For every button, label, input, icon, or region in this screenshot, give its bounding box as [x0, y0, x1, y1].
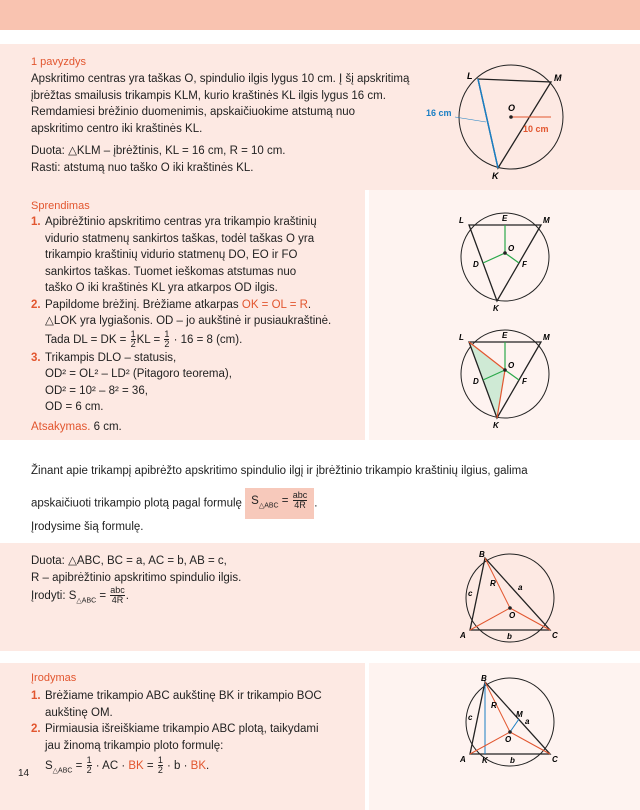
theorem-given-1: Duota: △ABC, BC = a, AC = b, AB = c,: [31, 555, 227, 567]
solution-step-2-line-3: [31, 330, 366, 350]
proof-step-1-text-1: Brėžiame trikampio ABC aukštinę BK ir trikampio BOC: [45, 690, 322, 702]
page-number: 14: [18, 768, 30, 779]
fig5-label-M: M: [516, 710, 523, 719]
formula-sub: △ABC: [258, 501, 279, 509]
proof-frac-num-2: 1: [157, 755, 163, 766]
step-2-c-pre: Tada DL = DK =: [45, 333, 130, 346]
fig5-label-R: R: [491, 701, 497, 710]
solution-step-3-line-1: [31, 350, 366, 367]
figure-3-isosceles-lok: [455, 322, 555, 432]
intro-line-1: Žinant apie trikampį apibrėžto apskritimo spindulio ilgį ir įbrėžtinio trikampio kraštinių ilgius, galima: [31, 465, 528, 477]
example-line-4: apskritimo centro iki kraštinės KL.: [31, 122, 203, 135]
figure-4-triangle-abc: [455, 548, 565, 648]
fig1-label-r: 10 cm: [523, 124, 549, 134]
proof-text: [31, 688, 366, 783]
prove-den: 4R: [111, 595, 124, 606]
fig3-label-D: D: [473, 377, 479, 386]
intro-line-2-text: apskaičiuoti trikampio plotą pagal formulę: [31, 497, 242, 510]
frac-den-2: 2: [164, 338, 170, 349]
proof-formula-ac: · AC ·: [92, 760, 129, 772]
example-line-3: Remdamiesi brėžinio duomenimis, apskaičiuokime atstumą nuo: [31, 106, 356, 118]
example-text: [31, 71, 421, 176]
fraction-one-half-2: [164, 330, 169, 349]
step-1-text-1: Apibrėžtinio apskritimo centras yra trikampio kraštinių: [45, 216, 317, 228]
theorem-prove: Įrodyti: $S_{\triangle ABC}$ = $\frac{\text{abc}}{4R}$ .: [31, 585, 129, 606]
fig4-label-R: R: [490, 579, 496, 588]
frac-den: 2: [130, 338, 136, 349]
fig4-label-C: C: [552, 631, 558, 640]
fig5-label-C: C: [552, 755, 558, 764]
fig3-label-M: M: [543, 333, 550, 342]
example-find: Rasti: atstumą nuo taško O iki kraštinės KL.: [31, 161, 254, 174]
formula-fraction: [293, 491, 308, 510]
frac-num-2: 1: [164, 328, 170, 339]
fig5-label-B: B: [481, 674, 487, 683]
fig4-label-O: O: [509, 611, 516, 620]
proof-frac-den-1: 2: [86, 765, 92, 776]
solution-answer: [31, 419, 366, 436]
step-2-text-a-end: .: [307, 298, 312, 311]
fig2-label-D: D: [473, 260, 479, 269]
formula-num: abc: [292, 489, 308, 500]
prove-text: Įrodyti: S: [31, 590, 77, 602]
proof-frac-num-1: 1: [86, 755, 92, 766]
answer-label: Atsakymas.: [31, 420, 91, 433]
proof-step-2-text-1: Pirmiausia išreiškiame trikampio ABC plotą, taikydami: [45, 723, 319, 735]
fig1-label-L: L: [467, 71, 473, 81]
formula-den: 4R: [294, 499, 306, 510]
solution-step-3-line-2: OD² = OL² – LD² (Pitagoro teorema),: [45, 368, 232, 380]
solution-step-1-line-2: vidurio statmenų sankirtos taškas, todėl taškas O yra: [45, 232, 315, 245]
proof-step-1-num: 1.: [31, 690, 41, 702]
theorem-text: [31, 553, 411, 611]
proof-step-1-line-2: aukštinę OM.: [45, 706, 113, 719]
solution-text: [31, 214, 366, 435]
proof-formula-b: · b ·: [163, 760, 191, 772]
proof-formula-eq1: =: [72, 760, 86, 772]
fig4-label-b: b: [507, 632, 512, 641]
proof-fraction-2: [158, 756, 163, 775]
proof-frac-den-2: 2: [157, 765, 163, 776]
fig4-label-a: a: [518, 583, 523, 592]
fig3-label-F: F: [522, 377, 527, 386]
fig1-label-O: O: [508, 103, 516, 113]
proof-label: Įrodymas: [31, 672, 77, 684]
fig1-label-M: M: [554, 73, 562, 83]
proof-formula: [31, 754, 366, 783]
figure-2-perpendicular-bisectors: [455, 205, 555, 315]
formula-s: S: [251, 494, 259, 507]
example-label: 1 pavyzdys: [31, 56, 87, 68]
proof-step-1-line-1: [31, 688, 366, 705]
fig2-label-F: F: [522, 260, 527, 269]
proof-formula-bk-2: BK: [190, 760, 207, 772]
example-given: Duota: △KLM – įbrėžtinis, KL = 16 cm, R = 10 cm.: [31, 145, 286, 157]
solution-step-3-line-4: OD = 6 cm.: [45, 401, 104, 413]
fig2-label-K: K: [493, 304, 499, 313]
prove-num: abc: [110, 585, 125, 596]
fig4-label-B: B: [479, 550, 485, 559]
figure-5-altitudes: [455, 672, 565, 772]
step-3-num: 3.: [31, 351, 41, 364]
proof-formula-bk-1: BK: [128, 760, 144, 772]
fig5-label-b: b: [510, 756, 515, 765]
frac-num: 1: [130, 328, 136, 339]
figure-1-circle-klm: [420, 62, 570, 182]
solution-step-1-line-1: [31, 214, 366, 231]
step-2-c-mid: KL =: [136, 333, 164, 346]
fig5-label-a: a: [525, 717, 530, 726]
fig3-label-L: L: [459, 333, 464, 342]
proof-formula-eq2: =: [143, 760, 157, 772]
step-2-highlight: OK = OL = R: [241, 298, 308, 311]
fig3-label-O: O: [508, 361, 515, 370]
fig5-label-K: K: [482, 756, 488, 765]
fig1-label-K: K: [492, 171, 499, 181]
proof-step-2-line-2: jau žinomą trikampio ploto formulę:: [45, 739, 224, 752]
prove-fraction: [110, 586, 125, 605]
fig3-label-E: E: [502, 331, 508, 340]
proof-formula-s: S: [45, 760, 53, 772]
intro-text: [31, 463, 611, 535]
step-2-c-end: · 16 = 8 (cm).: [170, 333, 243, 346]
intro-line-3: Įrodysime šią formulę.: [31, 520, 144, 533]
area-formula-box: $S_{\triangle ABC}$ = $\frac{\text{abc}}{4R}$: [245, 488, 314, 519]
fig5-label-c: c: [468, 713, 473, 722]
step-2-num: 2.: [31, 298, 41, 311]
solution-step-2-line-2: △LOK yra lygiašonis. OD – jo aukštinė ir pusiaukraštinė.: [45, 315, 332, 327]
fig4-label-c: c: [468, 589, 473, 598]
fig3-label-K: K: [493, 421, 499, 430]
solution-step-2-line-1: [31, 297, 366, 314]
example-line-2: įbrėžtas smailusis trikampis KLM, kurio kraštinės KL ilgis lygus 16 cm.: [31, 89, 386, 102]
fig4-label-A: A: [460, 631, 466, 640]
proof-fraction-1: [87, 756, 92, 775]
solution-step-1-line-4: sankirtos taškas. Tuomet ieškomas atstumas nuo: [45, 265, 297, 278]
fig1-label-kl: 16 cm: [426, 108, 452, 118]
fig5-label-A: A: [460, 755, 466, 764]
fig2-label-O: O: [508, 244, 515, 253]
fig2-label-E: E: [502, 214, 508, 223]
fig2-label-L: L: [459, 216, 464, 225]
fig5-label-O: O: [505, 735, 512, 744]
step-2-text-a: Papildome brėžinį. Brėžiame atkarpas: [45, 298, 242, 311]
top-band: [0, 0, 640, 30]
step-3-text-1: Trikampis DLO – statusis,: [45, 351, 177, 364]
proof-step-2-num: 2.: [31, 723, 41, 735]
solution-step-1-line-5: taško O iki kraštinės KL yra atkarpos OD ilgis.: [45, 282, 278, 294]
theorem-given-2: R – apibrėžtinio apskritimo spindulio ilgis.: [31, 571, 242, 584]
fraction-one-half: [131, 330, 136, 349]
step-1-num: 1.: [31, 216, 41, 228]
solution-step-1-line-3: trikampio kraštinių vidurio statmenų DO, EO ir FO: [45, 249, 298, 261]
prove-sub: △ABC: [76, 597, 97, 605]
solution-step-3-line-3: OD² = 10² – 8² = 36,: [45, 384, 148, 397]
answer-value: 6 cm.: [90, 420, 122, 433]
example-line-1: Apskritimo centras yra taškas O, spindulio ilgis lygus 10 cm. Į šį apskritimą: [31, 73, 410, 85]
fig2-label-M: M: [543, 216, 550, 225]
proof-formula-sub: △ABC: [52, 767, 73, 775]
proof-step-2-line-1: [31, 721, 366, 738]
proof-formula-end: .: [206, 760, 210, 772]
intro-line-2: apskaičiuoti trikampio plotą pagal formulę $S_{\triangle ABC}$ = $\frac{\text{abc}}{4R}$ .: [31, 488, 611, 519]
solution-label: Sprendimas: [31, 200, 90, 212]
